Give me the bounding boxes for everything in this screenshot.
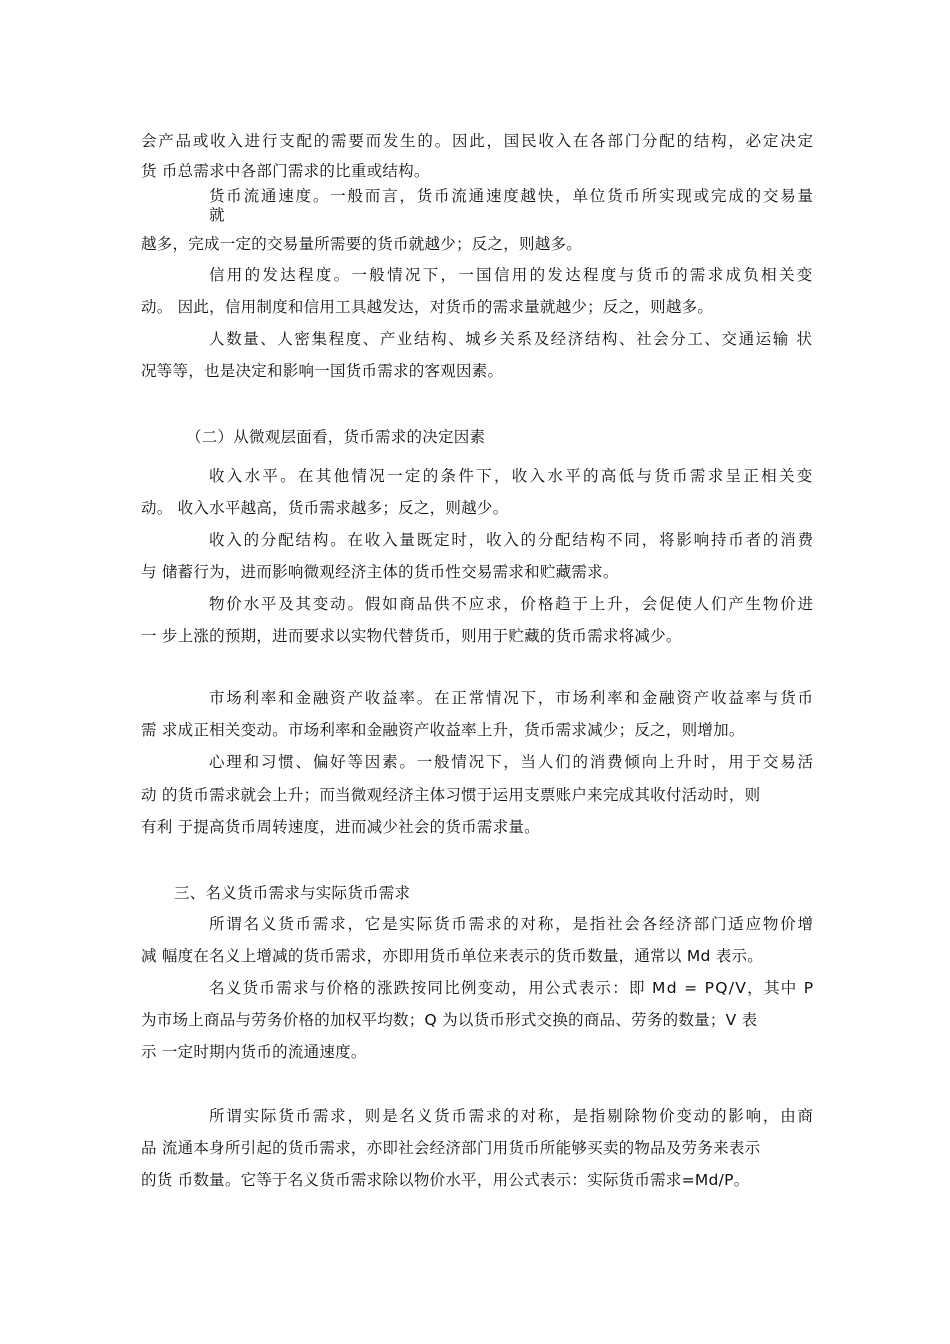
text-line: 收入的分配结构。在收入量既定时，收入的分配结构不同，将影响持币者的消费 bbox=[209, 531, 815, 549]
text-line: 动。 收入水平越高，货币需求越多；反之，则越少。 bbox=[141, 499, 509, 517]
text-line: 为市场上商品与劳务价格的加权平均数；Q 为以货币形式交换的商品、劳务的数量；V 表 bbox=[141, 1011, 758, 1029]
text-line: 示 一定时期内货币的流通速度。 bbox=[141, 1043, 367, 1061]
text-line: 与 储蓄行为，进而影响微观经济主体的货币性交易需求和贮藏需求。 bbox=[141, 563, 619, 581]
text-line: 的货 币数量。它等于名义货币需求除以物价水平，用公式表示：实际货币需求=Md/P。 bbox=[141, 1171, 750, 1189]
text-line: 市场利率和金融资产收益率。在正常情况下，市场利率和金融资产收益率与货币 bbox=[209, 689, 815, 707]
text-line: 信用的发达程度。一般情况下，一国信用的发达程度与货币的需求成负相关变 bbox=[209, 266, 815, 284]
section-heading: 三、名义货币需求与实际货币需求 bbox=[174, 884, 411, 902]
text-line: 收入水平。在其他情况一定的条件下，收入水平的高低与货币需求呈正相关变 bbox=[209, 467, 815, 485]
text-line: 人数量、人密集程度、产业结构、城乡关系及经济结构、社会分工、交通运输 状 bbox=[209, 330, 814, 348]
text-line: 有利 于提高货币周转速度，进而减少社会的货币需求量。 bbox=[141, 818, 540, 836]
text-line: 所谓名义货币需求，它是实际货币需求的对称，是指社会各经济部门适应物价增 bbox=[209, 915, 815, 933]
text-line: 减 幅度在名义上增减的货币需求，亦即用货币单位来表示的货币数量，通常以 Md 表示。 bbox=[141, 947, 763, 965]
text-line: 需 求成正相关变动。市场利率和金融资产收益率上升，货币需求减少；反之，则增加。 bbox=[141, 721, 745, 739]
text-line: 品 流通本身所引起的货币需求，亦即社会经济部门用货币所能够买卖的物品及劳务来表示 bbox=[141, 1139, 761, 1157]
text-line: 会产品或收入进行支配的需要而发生的。因此，国民收入在各部门分配的结构，必定决定 bbox=[141, 132, 815, 150]
text-line: 动 的货币需求就会上升；而当微观经济主体习惯于运用支票账户来完成其收付活动时，则 bbox=[141, 786, 761, 804]
text-line: 一 步上涨的预期，进而要求以实物代替货币，则用于贮藏的货币需求将减少。 bbox=[141, 627, 682, 645]
text-line: 所谓实际货币需求，则是名义货币需求的对称，是指剔除物价变动的影响，由商 bbox=[209, 1107, 815, 1125]
text-line: 就 bbox=[209, 206, 225, 224]
text-line: 动。 因此，信用制度和信用工具越发达，对货币的需求量就越少；反之，则越多。 bbox=[141, 298, 714, 316]
text-line: 越多，完成一定的交易量所需要的货币就越少；反之，则越多。 bbox=[141, 235, 583, 253]
text-line: 物价水平及其变动。假如商品供不应求，价格趋于上升，会促使人们产生物价进 bbox=[209, 595, 815, 613]
text-line: 名义货币需求与价格的涨跌按同比例变动，用公式表示：即 Md = PQ/V，其中 P bbox=[209, 979, 815, 997]
text-line: 况等等，也是决定和影响一国货币需求的客观因素。 bbox=[141, 362, 504, 380]
text-line: 货币流通速度。一般而言，货币流通速度越快，单位货币所实现或完成的交易量 bbox=[209, 187, 815, 205]
text-line: 心理和习惯、偏好等因素。一般情况下，当人们的消费倾向上升时，用于交易活 bbox=[209, 753, 815, 771]
text-line: 货 币总需求中各部门需求的比重或结构。 bbox=[141, 162, 430, 180]
section-heading: （二）从微观层面看，货币需求的决定因素 bbox=[186, 428, 486, 446]
